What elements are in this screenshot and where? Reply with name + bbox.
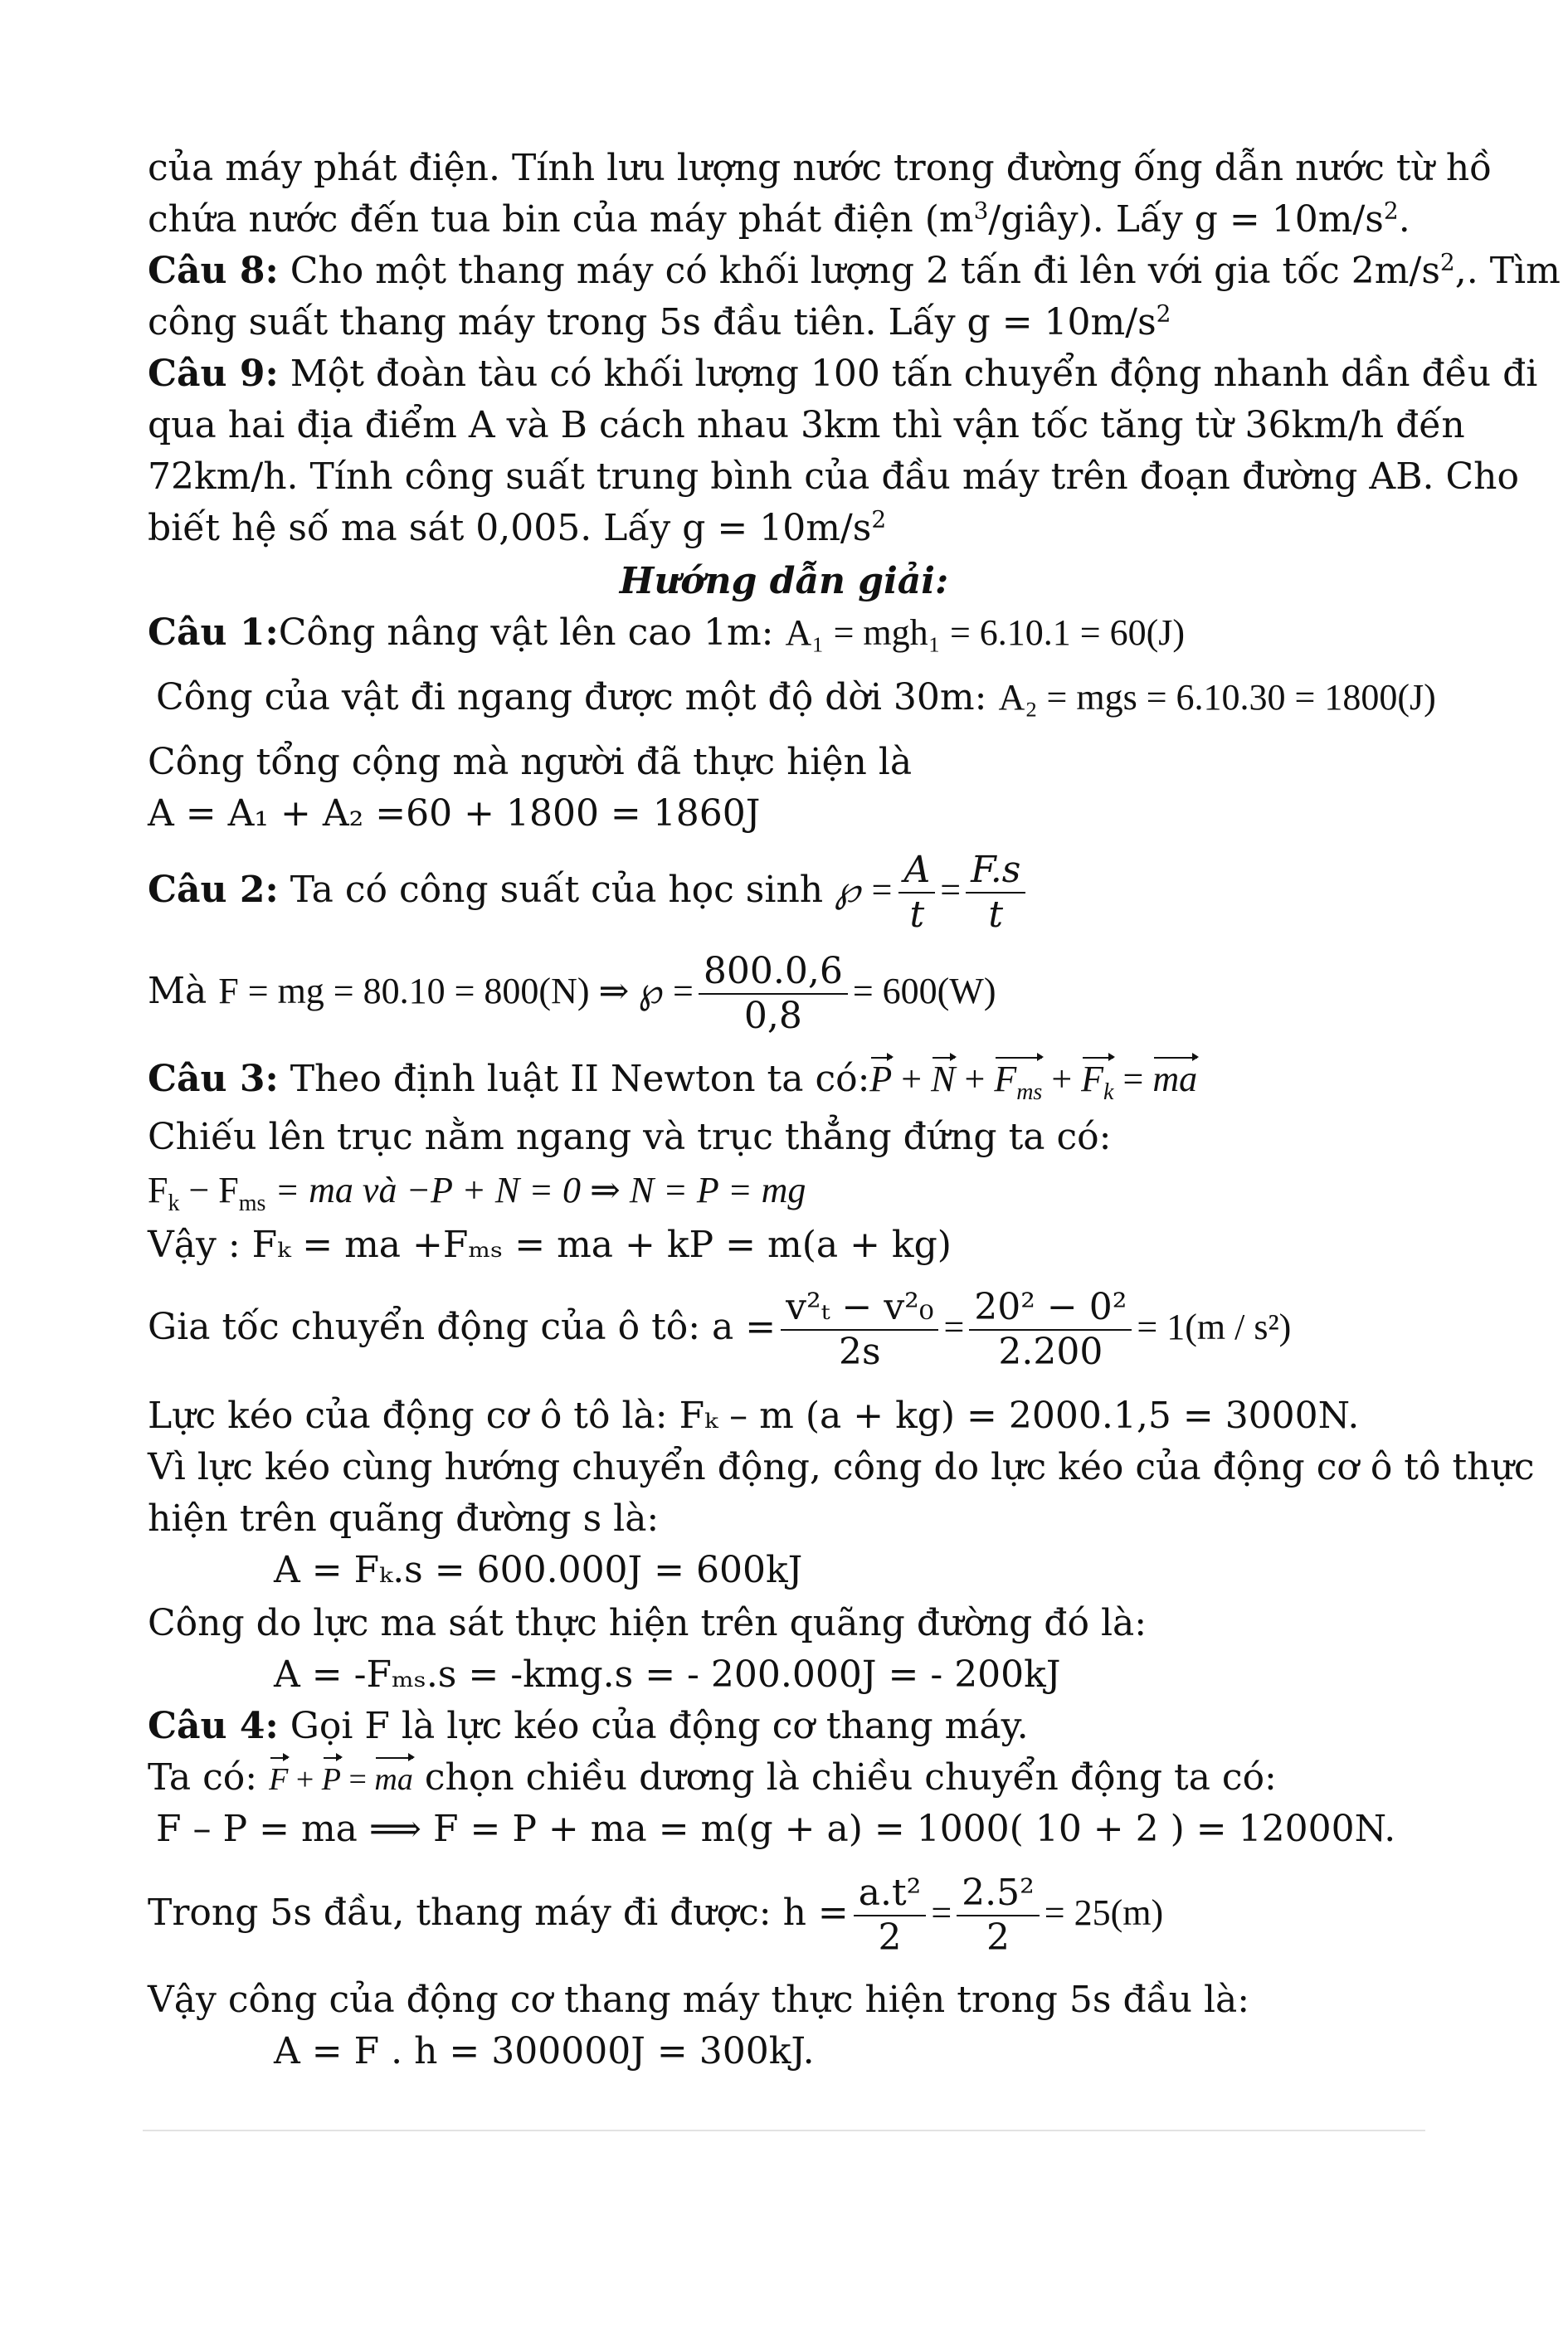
solution-4: Câu 4: Gọi F là lực kéo của động cơ thang máy. <box>148 1705 1029 1747</box>
question-9: Câu 9: Một đoàn tàu có khối lượng 100 tấn chuyển động nhanh dần đều đi <box>148 353 1538 395</box>
fraction: $\frac{\text{v²ₜ − v²₀}}{2s}$ <box>781 1286 938 1374</box>
text-line: Gia tốc chuyển động của ô tô: a = $\frac{\text{v²ₜ − v²₀}}{2s}$ = $\frac{\text{20² − 0²}}{2.200}$ = 1(m / s²) <box>148 1285 1292 1373</box>
vector-equation: $P + N + F_{ms} + F_k$ = ma <box>869 1059 1197 1099</box>
text-line: Lực kéo của động cơ ô tô là: Fₖ – m (a + kg) = 2000.1,5 = 3000N. <box>148 1395 1360 1437</box>
fraction: $\frac{A}{t}$ <box>898 849 935 937</box>
equation: A₂ = mgs = 6.10.30 = 1800(J) <box>998 677 1436 718</box>
text-line: biết hệ số ma sát 0,005. Lấy $g = 10m/s^2$ <box>148 505 887 549</box>
question-label: Câu 8: <box>148 250 279 292</box>
text-line: Công do lực ma sát thực hiện trên quãng đường đó là: <box>148 1602 1147 1644</box>
solution-3: Câu 3: Theo định luật II Newton ta có:P + $N + F_{ms} + F_k$ = ma <box>148 1054 1197 1105</box>
fraction: $\frac{800.0,6}{0,8}$ <box>699 950 848 1038</box>
text-line: chứa nước đến tua bin của máy phát điện $(m^3/giây)$. Lấy $g = 10m/s^2$. <box>148 197 1410 241</box>
equation: $F_k - F_{ms}$ = ma và −P + N = 0 ⇒ N = P = mg <box>148 1170 806 1216</box>
question-8: Câu 8: Cho một thang máy có khối lượng 2 tấn đi lên với gia tốc $2m/s^2$,. Tìm <box>148 248 1561 292</box>
text-line: A = -Fₘₛ.s = -kmg.s = - 200.000J = - 200kJ <box>274 1653 1061 1696</box>
text-line: Vậy : Fₖ = ma +Fₘₛ = ma + kP = m(a + kg) <box>148 1224 952 1266</box>
text-line: Công tổng cộng mà người đã thực hiện là <box>148 741 913 783</box>
text-line: A = F . h = 300000J = 300kJ. <box>274 2030 815 2072</box>
text-line: A = A₁ + A₂ =60 + 1800 = 1860J <box>148 792 761 835</box>
text-line: Vậy công của động cơ thang máy thực hiện trong 5s đầu là: <box>148 1979 1250 2021</box>
question-label: Câu 2: <box>148 869 279 911</box>
fraction: $\frac{\text{a.t²}}{2}$ <box>854 1872 927 1960</box>
question-label: Câu 3: <box>148 1058 279 1100</box>
question-label: Câu 9: <box>148 353 279 395</box>
text-line: 72km/h. Tính công suất trung bình của đầu máy trên đoạn đường AB. Cho <box>148 455 1520 498</box>
text-line: công suất thang máy trong 5s đầu tiên. Lấy $g = 10m/s^2$ <box>148 299 1171 343</box>
fraction: $\frac{\text{2.5²}}{2}$ <box>957 1872 1040 1960</box>
question-label: Câu 4: <box>148 1705 279 1747</box>
text-line: A = Fₖ.s = 600.000J = 600kJ <box>274 1549 803 1591</box>
equation: A₁ = mgh₁ = 6.10.1 = 60(J) <box>785 612 1186 653</box>
section-heading: Hướng dẫn giải: <box>619 560 949 602</box>
text-line <box>148 1165 806 1216</box>
text-line: hiện trên quãng đường s là: <box>148 1497 660 1540</box>
text-line: Mà F = mg = 80.10 = 800(N) ⇒ ℘ = $\frac{800.0,6}{0,8}$ = 600(W) <box>148 949 996 1037</box>
fraction: $\frac{F.s}{t}$ <box>966 849 1025 937</box>
solution-2: Câu 2: Ta có công suất của học sinh ℘ = $\frac{A}{t}$ = $\frac{F.s}{t}$ <box>148 845 1030 937</box>
text-line: qua hai địa điểm A và B cách nhau 3km thì vận tốc tăng từ 36km/h đến <box>148 404 1465 446</box>
equation: F = mg = 80.10 = 800(N) ⇒ ℘ = <box>218 971 694 1011</box>
text-line: Trong 5s đầu, thang máy đi được: h = $\frac{\text{a.t²}}{2}$ = $\frac{\text{2.5²}}{2}$ = 25(m) <box>148 1871 1164 1959</box>
text-line: Vì lực kéo cùng hướng chuyển động, công do lực kéo của động cơ ô tô thực <box>148 1446 1535 1488</box>
text-line: Chiếu lên trục nằm ngang và trục thẳng đứng ta có: <box>148 1116 1112 1158</box>
question-label: Câu 1: <box>148 611 279 654</box>
footer-divider <box>143 2130 1425 2131</box>
text-line: Ta có: F + P = ma chọn chiều dương là chiều chuyển động ta có: <box>148 1752 1277 1805</box>
vector-equation: F + P = ma <box>269 1762 413 1797</box>
text-line: Công của vật đi ngang được một độ dời 30m: A₂ = mgs = 6.10.30 = 1800(J) <box>156 676 1436 718</box>
text-line: của máy phát điện. Tính lưu lượng nước trong đường ống dẫn nước từ hồ <box>148 147 1493 189</box>
fraction: $\frac{\text{20² − 0²}}{2.200}$ <box>969 1286 1132 1374</box>
text-line: F – P = ma ⟹ F = P + ma = m(g + a) = 1000( 10 + 2 ) = 12000N. <box>156 1808 1396 1850</box>
solution-1: Câu 1:Công nâng vật lên cao 1m: A₁ = mgh₁ = 6.10.1 = 60(J) <box>148 611 1186 654</box>
